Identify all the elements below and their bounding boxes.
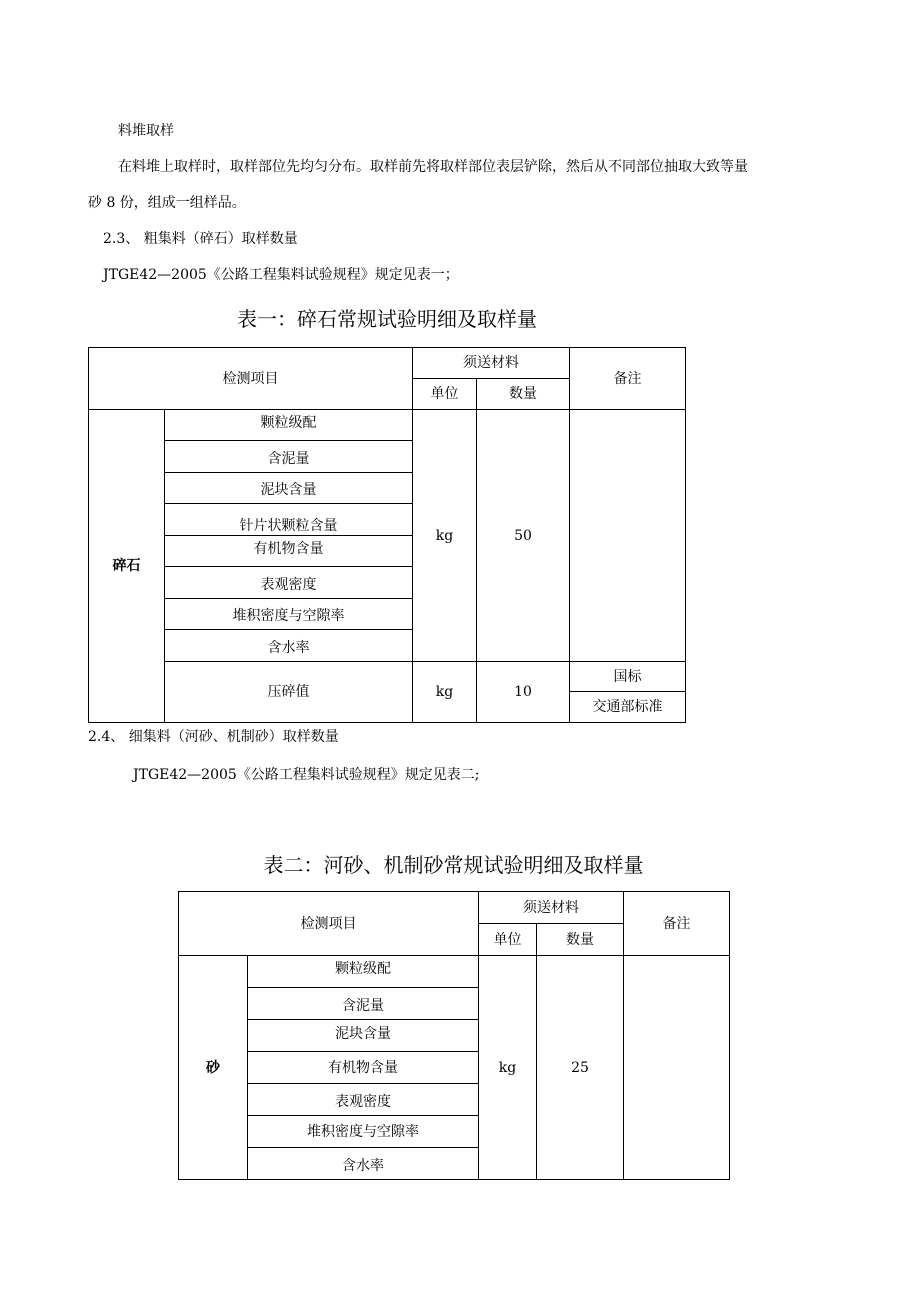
test-item: 表观密度 bbox=[165, 567, 413, 599]
test-item: 有机物含量 bbox=[248, 1052, 479, 1084]
header-unit: 单位 bbox=[413, 379, 477, 410]
header-unit: 单位 bbox=[479, 924, 537, 956]
table2-title: 表二：河砂、机制砂常规试验明细及取样量 bbox=[263, 853, 644, 877]
crush-remark-national: 国标 bbox=[570, 662, 686, 692]
table2 bbox=[178, 891, 730, 1180]
group-quantity: 50 bbox=[477, 410, 570, 662]
test-item: 含水率 bbox=[248, 1148, 479, 1180]
group-remark bbox=[624, 956, 730, 1180]
crush-remark-transport: 交通部标准 bbox=[570, 692, 686, 723]
header-remark: 备注 bbox=[624, 892, 730, 956]
header-item: 检测项目 bbox=[89, 348, 413, 410]
test-item: 含泥量 bbox=[165, 441, 413, 473]
test-item: 颗粒级配 bbox=[248, 956, 479, 988]
paragraph-sampling-method-cont: 砂 8 份，组成一组样品。 bbox=[88, 195, 246, 211]
test-item: 堆积密度与空隙率 bbox=[165, 599, 413, 630]
table1-title: 表一：碎石常规试验明细及取样量 bbox=[237, 307, 537, 331]
category-gravel: 碎石 bbox=[89, 410, 165, 723]
test-item: 含水率 bbox=[165, 630, 413, 662]
header-remark: 备注 bbox=[570, 348, 686, 410]
table1 bbox=[88, 347, 686, 723]
header-quantity: 数量 bbox=[537, 924, 624, 956]
section-heading-2-3: 2.3、 粗集料（碎石）取样数量 bbox=[103, 231, 298, 247]
group-quantity: 25 bbox=[537, 956, 624, 1180]
test-item: 颗粒级配 bbox=[165, 410, 413, 441]
paragraph-standard-ref-1: JTGE42—2005《公路工程集料试验规程》规定见表一； bbox=[103, 267, 459, 283]
group-unit: kg bbox=[413, 410, 477, 662]
test-item: 堆积密度与空隙率 bbox=[248, 1116, 479, 1148]
test-item: 含泥量 bbox=[248, 988, 479, 1020]
paragraph-stockpile-sampling: 料堆取样 bbox=[118, 123, 174, 139]
crush-quantity: 10 bbox=[477, 662, 570, 723]
crush-item: 压碎值 bbox=[165, 662, 413, 723]
test-item: 泥块含量 bbox=[165, 473, 413, 504]
header-material: 须送材料 bbox=[413, 348, 570, 379]
crush-unit: kg bbox=[413, 662, 477, 723]
paragraph-sampling-method: 在料堆上取样时，取样部位先均匀分布。取样前先将取样部位表层铲除，然后从不同部位抽取大致等量 bbox=[118, 159, 748, 175]
test-item: 有机物含量 bbox=[165, 536, 413, 567]
paragraph-standard-ref-2: JTGE42—2005《公路工程集料试验规程》规定见表二; bbox=[133, 767, 480, 783]
section-heading-2-4: 2.4、 细集料（河砂、机制砂）取样数量 bbox=[88, 729, 339, 745]
header-item: 检测项目 bbox=[179, 892, 479, 956]
test-item: 表观密度 bbox=[248, 1084, 479, 1116]
header-material: 须送材料 bbox=[479, 892, 624, 924]
test-item: 针片状颗粒含量 bbox=[165, 504, 413, 536]
group-remark bbox=[570, 410, 686, 662]
category-sand: 砂 bbox=[179, 956, 248, 1180]
test-item: 泥块含量 bbox=[248, 1020, 479, 1052]
header-quantity: 数量 bbox=[477, 379, 570, 410]
group-unit: kg bbox=[479, 956, 537, 1180]
